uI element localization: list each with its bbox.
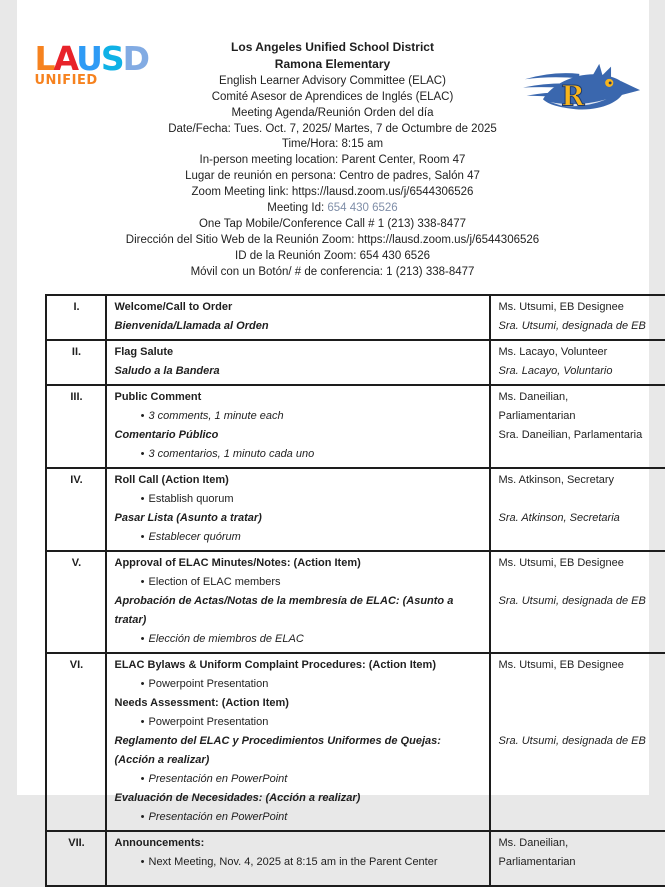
- agenda-item-text: Establish quorum: [149, 490, 483, 509]
- assignee-spacer: [499, 675, 663, 694]
- agenda-bullet-item: [115, 808, 483, 827]
- header-text: One Tap Mobile/Conference Call # 1 (213) 338-8477: [199, 218, 466, 230]
- bullet-dot-icon: [137, 407, 149, 426]
- header-line: [17, 249, 649, 265]
- agenda-row-number: VI.: [46, 653, 106, 831]
- agenda-row-assignee: [490, 653, 665, 831]
- assignee-text: Sra. Utsumi, designada de EB: [499, 592, 663, 611]
- agenda-item-text: Powerpoint Presentation: [149, 675, 483, 694]
- agenda-row-number: II.: [46, 340, 106, 385]
- agenda-item-text: Aprobación de Actas/Notas de la membresía de ELAC: (Asunto a tratar): [115, 592, 483, 630]
- assignee-text: Sra. Lacayo, Voluntario: [499, 362, 663, 381]
- header-text: Móvil con un Botón/ # de conferencia: 1 (213) 338-8477: [191, 266, 475, 278]
- assignee-text: Ms. Atkinson, Secretary: [499, 471, 663, 490]
- agenda-bullet-item: [115, 528, 483, 547]
- agenda-row-assignee: [490, 385, 665, 468]
- agenda-bullet-item: [115, 445, 483, 464]
- assignee-text: Ms. Utsumi, EB Designee: [499, 656, 663, 675]
- agenda-row-number: V.: [46, 551, 106, 653]
- agenda-document-page: [17, 0, 649, 795]
- agenda-item-text: Comentario Público: [115, 426, 483, 445]
- agenda-item-text: Approval of ELAC Minutes/Notes: (Action Item): [115, 554, 483, 573]
- lausd-letter: D: [123, 39, 148, 78]
- agenda-item-text: Presentación en PowerPoint: [149, 770, 483, 789]
- header-line: [17, 233, 649, 249]
- agenda-bullet-item: [115, 490, 483, 509]
- agenda-item-text: Bienvenida/Llamada al Orden: [115, 317, 483, 336]
- header-text: Date/Fecha: Tues. Oct. 7, 2025/ Martes, 7 de Octumbre de 2025: [168, 123, 497, 135]
- bullet-dot-icon: [137, 853, 149, 872]
- header-line: [17, 185, 649, 201]
- table-row: [46, 340, 665, 385]
- agenda-row-content: [106, 295, 490, 340]
- agenda-bullet-item: [115, 573, 483, 592]
- header-line: [17, 169, 649, 185]
- agenda-bullet-item: [115, 713, 483, 732]
- assignee-spacer: [499, 694, 663, 713]
- header-text: Meeting Agenda/Reunión Orden del día: [231, 107, 433, 119]
- agenda-row-assignee: [490, 468, 665, 551]
- header-text: Lugar de reunión en persona: Centro de padres, Salón 47: [185, 170, 480, 182]
- agenda-item-text: Next Meeting, Nov. 4, 2025 at 8:15 am in the Parent Center: [149, 853, 483, 872]
- table-row: [46, 468, 665, 551]
- agenda-item-text: Pasar Lista (Asunto a tratar): [115, 509, 483, 528]
- header-text: Comité Asesor de Aprendices de Inglés (ELAC): [212, 91, 454, 103]
- agenda-item-text: 3 comentarios, 1 minuto cada uno: [149, 445, 483, 464]
- agenda-table: [45, 294, 665, 887]
- header-text: Dirección del Sitio Web de la Reunión Zoom: https://lausd.zoom.us/j/6544306526: [126, 234, 539, 246]
- assignee-text: Ms. Utsumi, EB Designee: [499, 554, 663, 573]
- assignee-text: Ms. Daneilian,: [499, 388, 663, 407]
- table-row: [46, 295, 665, 340]
- header-text: ID de la Reunión Zoom: 654 430 6526: [235, 250, 430, 262]
- agenda-row-content: [106, 653, 490, 831]
- header-line: [17, 217, 649, 233]
- agenda-row-number: III.: [46, 385, 106, 468]
- lausd-wordmark: [35, 44, 149, 74]
- assignee-text: Sra. Atkinson, Secretaria: [499, 509, 663, 528]
- agenda-item-text: Reglamento del ELAC y Procedimientos Uniformes de Quejas: (Acción a realizar): [115, 732, 483, 770]
- agenda-item-text: Election of ELAC members: [149, 573, 483, 592]
- lausd-logo: [35, 44, 149, 88]
- lausd-letter: U: [76, 39, 101, 78]
- header-line: [17, 153, 649, 169]
- bullet-dot-icon: [137, 713, 149, 732]
- assignee-text: Sra. Utsumi, designada de EB: [499, 732, 663, 751]
- bullet-dot-icon: [137, 445, 149, 464]
- lausd-unified-label: UNIFIED: [35, 73, 149, 88]
- agenda-item-text: Saludo a la Bandera: [115, 362, 483, 381]
- assignee-text: Sra. Utsumi, designada de EB: [499, 317, 663, 336]
- assignee-text: Parliamentarian: [499, 407, 663, 426]
- agenda-bullet-item: [115, 407, 483, 426]
- header-text: Zoom Meeting link: https://lausd.zoom.us/j/6544306526: [192, 186, 474, 198]
- bullet-dot-icon: [137, 770, 149, 789]
- agenda-bullet-item: [115, 675, 483, 694]
- lausd-letter: L: [35, 39, 54, 78]
- bullet-dot-icon: [137, 630, 149, 649]
- table-row: [46, 551, 665, 653]
- agenda-item-text: Evaluación de Necesidades: (Acción a realizar): [115, 789, 483, 808]
- assignee-text: Ms. Utsumi, EB Designee: [499, 298, 663, 317]
- agenda-item-text: Establecer quórum: [149, 528, 483, 547]
- header-text: 654 430 6526: [327, 202, 397, 214]
- bullet-dot-icon: [137, 808, 149, 827]
- agenda-row-content: [106, 831, 490, 886]
- lausd-letter: S: [101, 39, 123, 78]
- agenda-row-content: [106, 385, 490, 468]
- lausd-letter: A: [54, 39, 77, 78]
- bullet-dot-icon: [137, 675, 149, 694]
- agenda-item-text: Flag Salute: [115, 343, 483, 362]
- header-text: Time/Hora: 8:15 am: [282, 138, 383, 150]
- table-row: [46, 831, 665, 886]
- header-text: Los Angeles Unified School District: [231, 40, 434, 54]
- agenda-row-assignee: [490, 340, 665, 385]
- agenda-row-assignee: [490, 551, 665, 653]
- agenda-item-text: Powerpoint Presentation: [149, 713, 483, 732]
- bullet-dot-icon: [137, 528, 149, 547]
- agenda-item-text: Public Comment: [115, 388, 483, 407]
- table-row: [46, 385, 665, 468]
- agenda-row-number: I.: [46, 295, 106, 340]
- assignee-text: Sra. Daneilian, Parlamentaria: [499, 426, 663, 445]
- agenda-row-content: [106, 468, 490, 551]
- header-line: [17, 137, 649, 153]
- agenda-item-text: 3 comments, 1 minute each: [149, 407, 483, 426]
- agenda-row-number: IV.: [46, 468, 106, 551]
- header-line: [17, 201, 649, 217]
- agenda-row-content: [106, 340, 490, 385]
- agenda-row-number: VII.: [46, 831, 106, 886]
- roadrunner-mascot-logo: [523, 60, 641, 124]
- assignee-spacer: [499, 490, 663, 509]
- agenda-row-content: [106, 551, 490, 653]
- header-text: English Learner Advisory Committee (ELAC): [219, 75, 446, 87]
- agenda-row-assignee: [490, 831, 665, 886]
- agenda-item-text: ELAC Bylaws & Uniform Complaint Procedures: (Action Item): [115, 656, 483, 675]
- assignee-spacer: [499, 713, 663, 732]
- agenda-item-text: Roll Call (Action Item): [115, 471, 483, 490]
- assignee-text: Ms. Lacayo, Volunteer: [499, 343, 663, 362]
- header-text: Meeting Id:: [267, 202, 327, 214]
- bullet-dot-icon: [137, 573, 149, 592]
- agenda-bullet-item: [115, 770, 483, 789]
- assignee-spacer: [499, 573, 663, 592]
- agenda-item-text: Needs Assessment: (Action Item): [115, 694, 483, 713]
- table-row: [46, 653, 665, 831]
- header-text: In-person meeting location: Parent Center, Room 47: [200, 154, 466, 166]
- assignee-text: Ms. Daneilian,: [499, 834, 663, 853]
- header-text: Ramona Elementary: [275, 57, 390, 71]
- header-line: [17, 265, 649, 281]
- agenda-bullet-item: [115, 630, 483, 649]
- agenda-item-text: Elección de miembros de ELAC: [149, 630, 483, 649]
- agenda-item-text: Announcements:: [115, 834, 483, 853]
- agenda-item-text: Welcome/Call to Order: [115, 298, 483, 317]
- agenda-row-assignee: [490, 295, 665, 340]
- agenda-bullet-item: [115, 853, 483, 872]
- roadrunner-icon: [523, 60, 641, 124]
- bullet-dot-icon: [137, 490, 149, 509]
- assignee-text: Parliamentarian: [499, 853, 663, 872]
- agenda-item-text: Presentación en PowerPoint: [149, 808, 483, 827]
- mascot-letter: R: [561, 80, 585, 113]
